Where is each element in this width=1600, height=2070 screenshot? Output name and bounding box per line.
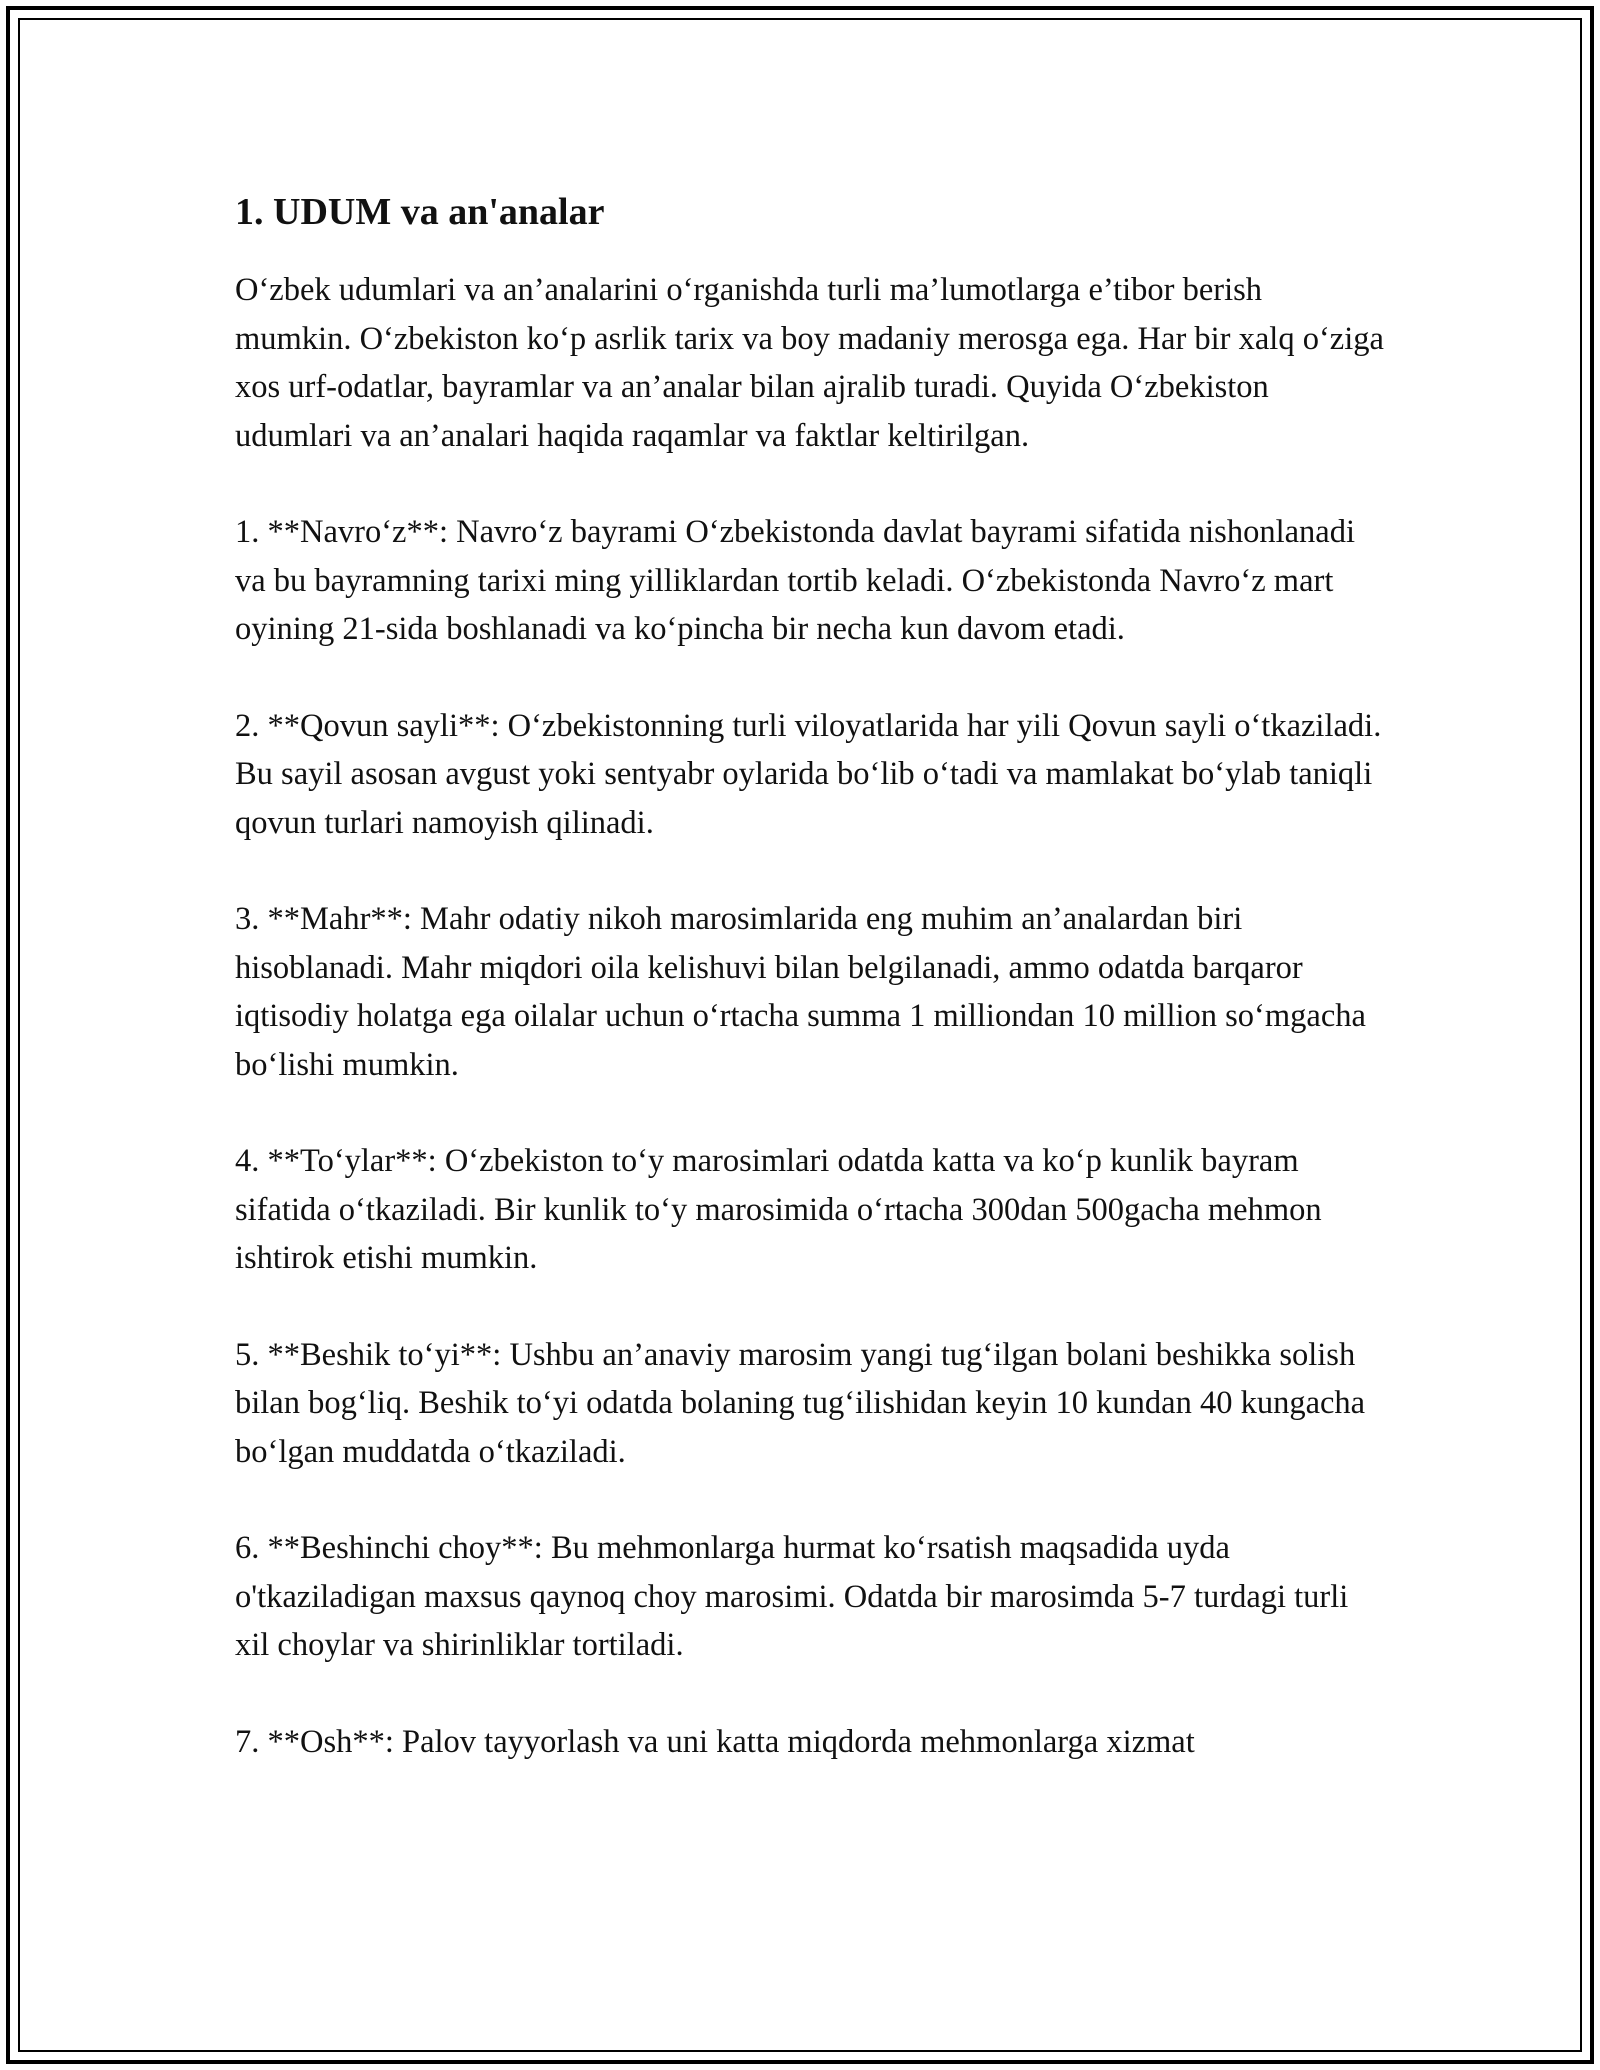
document-body [235,188,1385,1814]
section-title: 1. UDUM va an'analar [235,191,605,233]
list-item-toylar: 4. **To‘ylar**: O‘zbekiston to‘y marosimlari odatda katta va ko‘p kunlik bayram sifatida o‘tkaziladi. Bir kunlik to‘y marosimida o‘rtacha 300dan 500gacha mehmon ishtirok etishi mumkin. [235,1143,1322,1276]
list-item-beshik-toyi: 5. **Beshik to‘yi**: Ushbu an’anaviy marosim yangi tug‘ilgan bolani beshikka solish bilan bog‘liq. Beshik to‘yi odatda bolaning tug‘ilishidan keyin 10 kundan 40 kungacha bo‘lgan muddatda o‘tkaziladi. [235,1336,1366,1470]
list-item-qovun-sayli: 2. **Qovun sayli**: O‘zbekistonning turli viloyatlarida har yili Qovun sayli o‘tkaziladi. Bu sayil asosan avgust yoki sentyabr oylarida bo‘lib o‘tadi va mamlakat bo‘ylab taniqli qovun turlari namoyish qilinadi. [235,707,1382,841]
list-item-navroz: 1. **Navro‘z**: Navro‘z bayrami O‘zbekistonda davlat bayrami sifatida nishonlanadi va bu bayramning tarixi ming yilliklardan tortib keladi. O‘zbekistonda Navro‘z mart oyining 21-sida boshlanadi va ko‘pincha bir necha kun davom etadi. [235,514,1355,647]
list-item-osh: 7. **Osh**: Palov tayyorlash va uni katta miqdorda mehmonlarga xizmat [235,1723,1195,1760]
intro-paragraph: O‘zbek udumlari va an’analarini o‘rganishda turli ma’lumotlarga e’tibor berish mumkin. O‘zbekiston ko‘p asrlik tarix va boy madaniy merosga ega. Har bir xalq o‘ziga xos urf-odatlar, bayramlar va an’analar bilan ajralib turadi. Quyida O‘zbekiston udumlari va an’analari haqida raqamlar va faktlar keltirilgan. [235,272,1384,454]
list-item-beshinchi-choy: 6. **Beshinchi choy**: Bu mehmonlarga hurmat ko‘rsatish maqsadida uyda o'tkaziladigan maxsus qaynoq choy marosimi. Odatda bir marosimda 5-7 turdagi turli xil choylar va shirinliklar tortiladi. [235,1530,1349,1663]
list-item-mahr: 3. **Mahr**: Mahr odatiy nikoh marosimlarida eng muhim an’analardan biri hisoblanadi. Mahr miqdori oila kelishuvi bilan belgilanadi, ammo odatda barqaror iqtisodiy holatga ega oilalar uchun o‘rtacha summa 1 milliondan 10 million so‘mgacha bo‘lishi mumkin. [235,901,1366,1083]
